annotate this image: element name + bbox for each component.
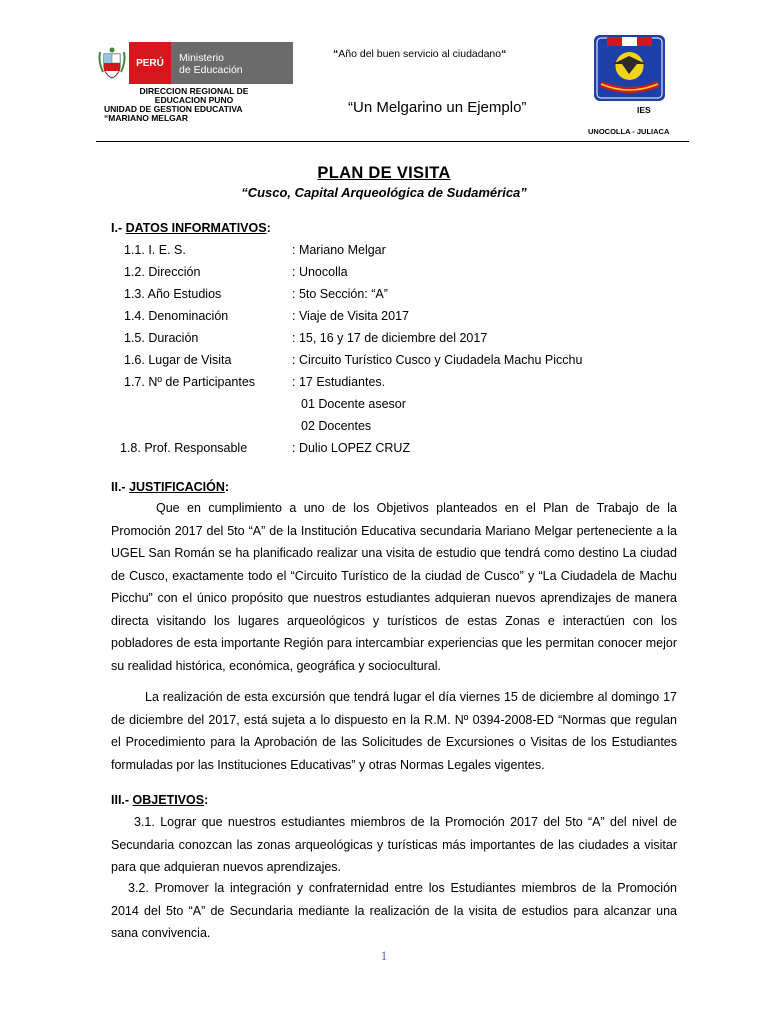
- info-value: : Mariano Melgar: [292, 243, 386, 257]
- minedu-logo: [95, 42, 293, 84]
- place-label: UNOCOLLA - JULIACA: [588, 127, 670, 136]
- section-3-prefix: III.-: [111, 793, 133, 807]
- objective-1: 3.1. Lograr que nuestros estudiantes miembros de la Promoción 2017 del 5to “A” del nivel de Secundaria conozcan las zonas arqueológicas y turísticas más importantes de las ciudades a visitar para que adquieran nuevos aprendizajes.: [111, 815, 677, 874]
- section-3-suffix: :: [204, 793, 209, 807]
- info-value: : 15, 16 y 17 de diciembre del 2017: [292, 331, 488, 345]
- info-label: 1.4. Denominación: [124, 309, 229, 323]
- info-label: 1.8. Prof. Responsable: [120, 441, 248, 455]
- justification-paragraph-1: Que en cumplimiento a uno de los Objetivos planteados en el Plan de Trabajo de la Promoción 2017 del 5to “A” de la Institución Educativa secundaria Mariano Melgar perteneciente a la UGEL San Román se ha planificado realizar una visita de estudio que tendrá como destino La ciudad de Cusco, exactamente todo el “Circuito Turístico de la ciudad de Cusco” y “La Ciudadela de Machu Picchu” con el único propósito que nuestros estudiantes adquieran nuevos aprendizajes de manera directa visitando los lugares arqueológicos y turísticos de estas Zonas e interactúen con los pobladores de esta importante Región para intercambiar experiencias que les permitan conocer mejor su realidad histórica, económica, geográfica y sociocultural.: [111, 501, 677, 673]
- dre-line-3: UNIDAD DE GESTION EDUCATIVA: [104, 104, 243, 114]
- ministry-word-1: Ministerio: [179, 52, 224, 64]
- section-2-heading: [111, 480, 229, 494]
- info-value: 02 Docentes: [301, 419, 372, 433]
- dre-line-4: “MARIANO MELGAR: [104, 113, 189, 123]
- section-3-heading: [111, 793, 208, 807]
- info-label: 1.6. Lugar de Visita: [124, 353, 232, 367]
- info-label: 1.5. Duración: [124, 331, 199, 345]
- document-subtitle: “Cusco, Capital Arqueológica de Sudamérica”: [241, 185, 527, 200]
- info-value: : Viaje de Visita 2017: [292, 309, 409, 323]
- ministry-word-2: de Educación: [179, 64, 243, 76]
- info-label: 1.2. Dirección: [124, 265, 201, 279]
- info-label: 1.1. I. E. S.: [124, 243, 186, 257]
- section-2-title: JUSTIFICACIÓN: [129, 480, 225, 494]
- year-motto: “Año del buen servicio al ciudadano“: [333, 48, 507, 60]
- ministry-name: [179, 52, 243, 76]
- info-value: : Dulio LOPEZ CRUZ: [292, 441, 411, 455]
- national-shield-icon: [95, 42, 129, 84]
- regional-direction-block: [104, 87, 284, 123]
- dre-line-1: DIRECCION REGIONAL DE: [139, 86, 249, 96]
- section-1-prefix: I.-: [111, 221, 126, 235]
- document-title: PLAN DE VISITA: [317, 164, 451, 182]
- school-motto: “Un Melgarino un Ejemplo”: [348, 99, 527, 116]
- ies-label: IES: [637, 105, 651, 115]
- header-divider: [96, 141, 689, 142]
- section-2-suffix: :: [224, 480, 230, 494]
- section-3-title: OBJETIVOS: [132, 793, 205, 807]
- dre-line-2: EDUCACION PUNO: [154, 95, 234, 105]
- info-value: : Unocolla: [292, 265, 348, 279]
- info-value: : 17 Estudiantes.: [292, 375, 386, 389]
- info-value: : 5to Sección: “A”: [292, 287, 388, 301]
- justification-paragraph-2: La realización de esta excursión que tendrá lugar el día viernes 15 de diciembre al domingo 17 de diciembre del 2017, está sujeta a lo dispuesto en la R.M. Nº 0394-2008-ED “Normas que regulan el Procedimiento para la Aprobación de las Solicitudes de Excursiones o Visitas de los Estudiantes formuladas por las Instituciones Educativas” y otras Normas Legales vigentes.: [111, 690, 677, 772]
- info-label: 1.3. Año Estudios: [124, 287, 222, 301]
- year-motto-text: Año del buen servicio al ciudadano: [338, 48, 502, 60]
- objective-2: 3.2. Promover la integración y confraternidad entre los Estudiantes miembros de la Promoción 2014 del 5to “A” de Secundaria mediante la realización de la visita de estudios para alcanzar una sana convivencia.: [111, 881, 677, 940]
- info-value: : Circuito Turístico Cusco y Ciudadela Machu Picchu: [292, 353, 583, 367]
- info-label: 1.7. Nº de Participantes: [124, 375, 256, 389]
- section-1-title: DATOS INFORMATIVOS: [125, 221, 267, 235]
- page-number: 1: [380, 948, 388, 963]
- section-1-heading: [111, 221, 271, 235]
- section-1-suffix: :: [266, 221, 271, 235]
- section-2-prefix: II.-: [111, 480, 130, 494]
- info-value: 01 Docente asesor: [301, 397, 406, 411]
- school-emblem-icon: [593, 34, 666, 102]
- peru-label: PERÚ: [129, 42, 171, 84]
